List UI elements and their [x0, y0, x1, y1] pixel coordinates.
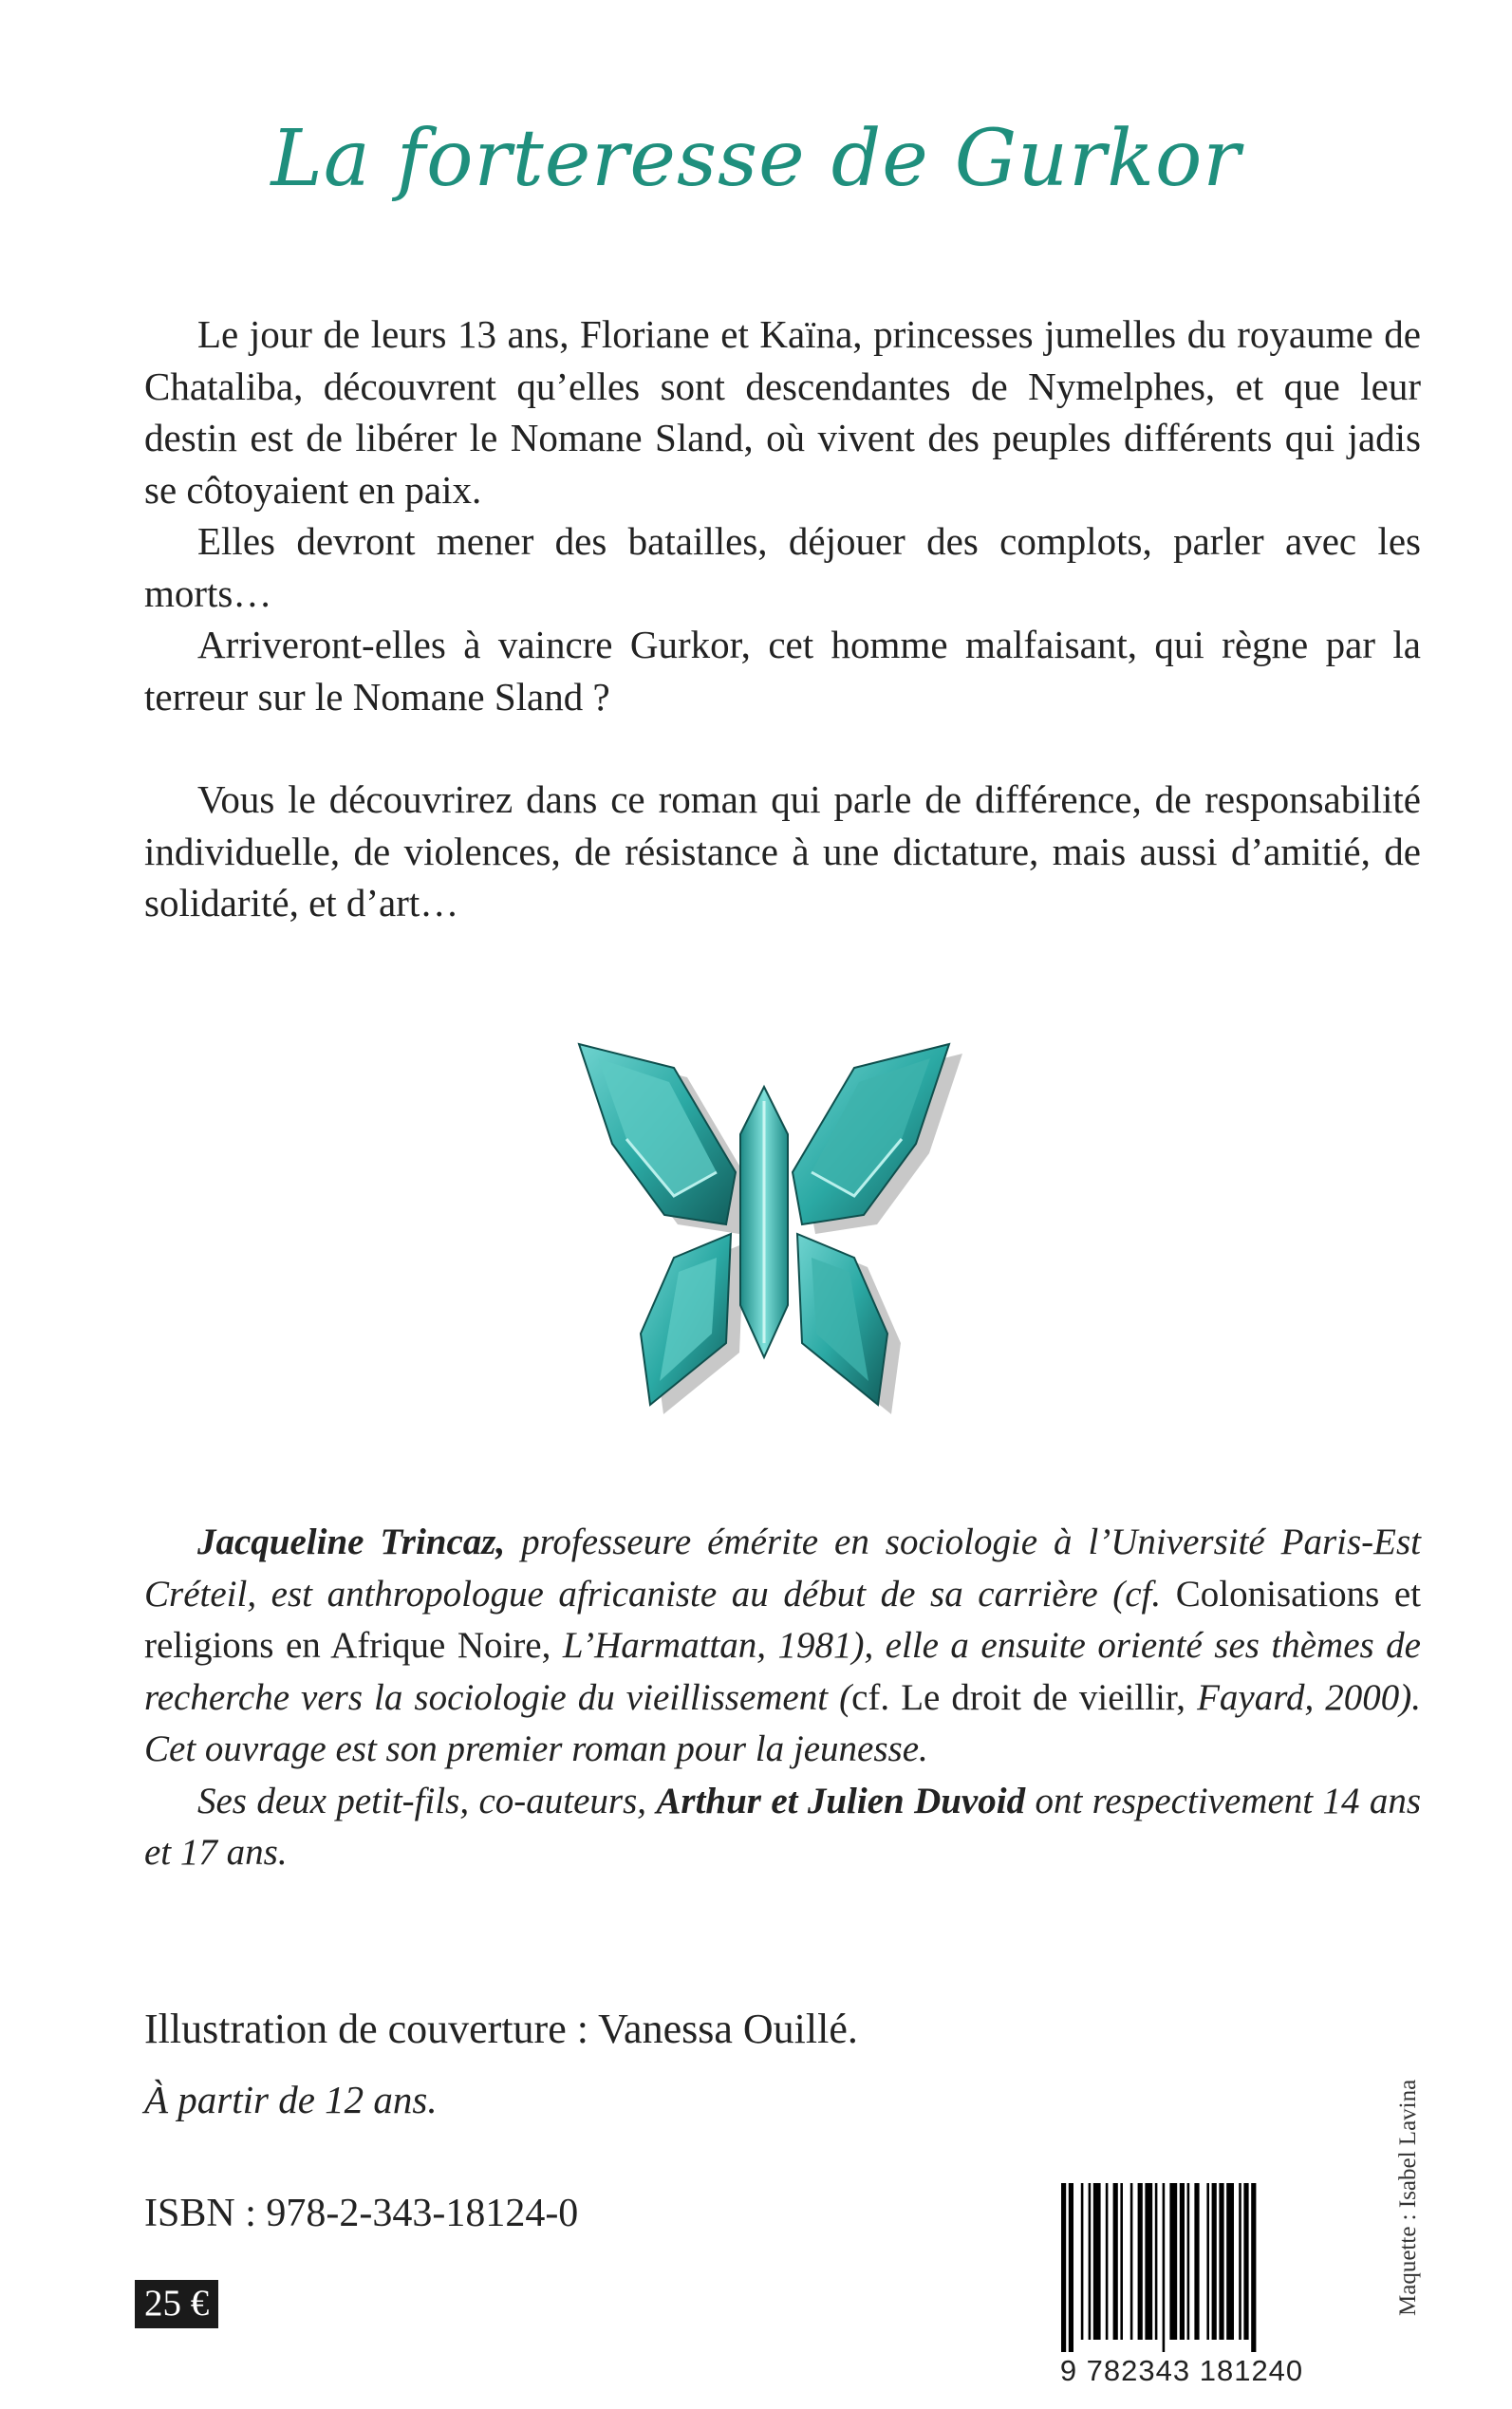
coauthor-names: Arthur et Julien Duvoid	[656, 1780, 1026, 1821]
bio-publisher: L’Harmattan, 1981	[562, 1625, 852, 1666]
synopsis	[144, 308, 1421, 929]
bio-text: ont respectivement 14 ans et 17 ans.	[144, 1780, 1422, 1873]
bio-paragraph	[144, 1776, 1421, 1879]
barcode-bar	[1069, 2183, 1073, 2352]
barcode-bar	[1089, 2183, 1092, 2340]
barcode-icon	[1044, 2183, 1319, 2397]
author-bio	[144, 1517, 1421, 1879]
barcode-bar	[1243, 2183, 1248, 2340]
layout-credit: Maquette : Isabel Lavina	[1395, 2079, 1421, 2316]
barcode-bar	[1239, 2183, 1241, 2340]
barcode-number: 9 782343 181240	[1059, 2354, 1304, 2387]
barcode-bar	[1106, 2183, 1109, 2340]
barcode-bar	[1081, 2183, 1084, 2340]
price-badge: 25 €	[135, 2280, 218, 2328]
barcode-bar	[1145, 2183, 1152, 2340]
barcode-bar	[1163, 2183, 1166, 2352]
bio-book-title: Colonisations et religions en Afrique Noire,	[144, 1573, 1421, 1666]
isbn: ISBN : 978-2-343-18124-0	[144, 2192, 579, 2235]
barcode-bar	[1187, 2183, 1190, 2340]
bio-book-title: cf. Le droit de vieillir,	[851, 1676, 1198, 1718]
barcode-bar	[1130, 2183, 1133, 2340]
barcode-bar	[1212, 2183, 1217, 2340]
barcode-bar	[1138, 2183, 1143, 2340]
bio-text: ). Cet ouvrage est son premier roman pour la jeunesse.	[144, 1676, 1422, 1769]
bio-text: cf.	[1125, 1573, 1162, 1615]
author-name: Jacqueline Trincaz,	[197, 1522, 506, 1562]
barcode-bar	[1226, 2183, 1234, 2340]
synopsis-paragraph: Le jour de leurs 13 ans, Floriane et Kaïna, princesses jumelles du royaume de Chataliba, découvrent qu’elles sont descendantes de Nymelphes, et que leur destin est de libérer le Nomane Sland, où vivent des peuples différents qui jadis se côtoyaient en paix.	[144, 312, 1421, 512]
bio-text: ), elle a ensuite orienté ses thèmes de recherche vers la sociologie du vieillissement (	[144, 1625, 1421, 1718]
butterfly-icon	[560, 1030, 968, 1429]
synopsis-paragraph: Vous le découvrirez dans ce roman qui parle de différence, de responsabilité individuelle, de violences, de résistance à une dictature, mais aussi d’amitié, de solidarité, et d’art…	[144, 777, 1421, 924]
barcode-bar	[1155, 2183, 1158, 2340]
barcode-bar	[1113, 2183, 1118, 2340]
synopsis-paragraph: Elles devront mener des batailles, déjouer des complots, parler avec les morts…	[144, 519, 1421, 615]
cover-illustration-credit: Illustration de couverture : Vanessa Ouillé.	[144, 2006, 858, 2052]
barcode-bar	[1194, 2183, 1199, 2340]
bio-publisher: Fayard, 2000	[1197, 1676, 1400, 1718]
bio-paragraph	[144, 1517, 1421, 1776]
barcode-bar	[1251, 2183, 1256, 2352]
book-title: La forteresse de Gurkor	[271, 114, 1241, 204]
bio-text: professeure émérite en sociologie à l’Université Paris-Est Créteil, est anthropologue africaniste au début de sa carrière (	[144, 1522, 1421, 1615]
barcode-bar	[1061, 2183, 1066, 2352]
barcode-bar	[1206, 2183, 1209, 2340]
barcode-bar	[1180, 2183, 1185, 2340]
barcode-bar	[1169, 2183, 1177, 2340]
barcode-bar	[1120, 2183, 1123, 2340]
barcode-bar	[1093, 2183, 1101, 2340]
synopsis-paragraph: Arriveront-elles à vaincre Gurkor, cet homme malfaisant, qui règne par la terreur sur le Nomane Sland ?	[144, 623, 1421, 719]
age-recommendation: À partir de 12 ans.	[144, 2078, 438, 2121]
barcode-bar	[1219, 2183, 1223, 2340]
bio-text: Ses deux petit-fils, co-auteurs,	[197, 1780, 657, 1821]
